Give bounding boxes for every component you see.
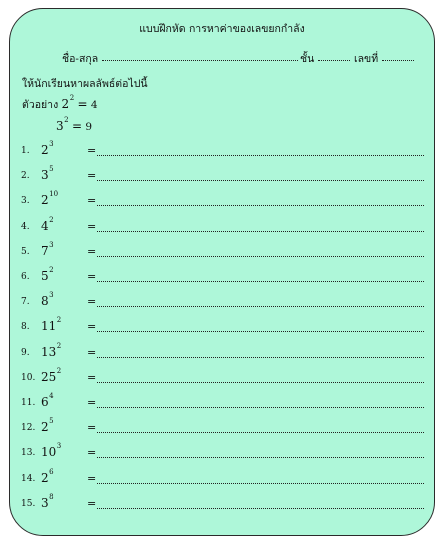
problem-exponent: 3 (49, 240, 54, 249)
example-line-2 (56, 116, 93, 133)
problem-expression (41, 291, 54, 309)
equals-sign: = (87, 169, 97, 183)
example-equals: = (71, 119, 83, 133)
problem-number: 15. (21, 498, 36, 509)
answer-line[interactable] (97, 231, 424, 232)
problem-base: 4 (41, 218, 49, 233)
problem-exponent: 2 (49, 215, 54, 224)
problem-row (10, 266, 436, 287)
problem-row (10, 140, 436, 161)
number-label: เลขที่ (354, 53, 379, 65)
problem-exponent: 6 (49, 467, 54, 476)
problem-base: 11 (41, 319, 57, 334)
problem-number: 14. (21, 473, 36, 484)
problem-base: 3 (41, 168, 49, 183)
problem-exponent: 5 (49, 417, 54, 426)
problem-exponent: 3 (56, 442, 62, 451)
problem-number: 11. (21, 398, 36, 408)
problem-exponent: 4 (49, 392, 54, 400)
class-field[interactable] (318, 50, 350, 61)
problem-expression (41, 442, 62, 460)
problem-row (10, 467, 436, 489)
equals-sign: = (87, 194, 97, 208)
problem-number: 4. (21, 221, 30, 232)
problem-row (10, 190, 436, 211)
problem-base: 13 (41, 344, 57, 359)
answer-line[interactable] (97, 180, 424, 181)
problem-row (10, 392, 436, 413)
problem-base: 2 (41, 470, 49, 485)
problem-expression (41, 492, 54, 510)
problem-base: 10 (41, 445, 57, 460)
answer-line[interactable] (97, 457, 424, 458)
answer-line[interactable] (97, 256, 424, 257)
problem-number: 7. (21, 297, 30, 308)
answer-line[interactable] (97, 357, 424, 358)
problem-expression (41, 190, 59, 208)
problem-exponent: 10 (49, 190, 59, 199)
problem-base: 7 (41, 243, 49, 258)
equals-sign: = (87, 345, 97, 359)
problem-number: 2. (21, 171, 30, 182)
problem-exponent: 8 (49, 492, 54, 501)
problem-expression (41, 165, 54, 183)
equals-sign: = (87, 295, 97, 309)
problem-exponent: 3 (49, 140, 54, 148)
problem-base: 6 (41, 395, 49, 409)
problem-expression (41, 316, 62, 334)
problem-row (10, 492, 436, 514)
problem-row (10, 215, 436, 237)
problem-exponent: 2 (49, 266, 54, 274)
problem-row (10, 240, 436, 262)
problem-row (10, 291, 436, 312)
problem-expression (41, 392, 54, 409)
worksheet (9, 8, 435, 536)
example-base: 3 (56, 119, 64, 133)
example-line-1 (22, 96, 98, 113)
problem-row (10, 316, 436, 337)
equals-sign: = (87, 219, 97, 233)
equals-sign: = (87, 244, 97, 258)
problem-row (10, 417, 436, 438)
problem-expression (41, 341, 62, 359)
equals-sign: = (87, 471, 97, 485)
example-exp: 2 (69, 94, 75, 102)
name-label: ชื่อ-สกุล (62, 53, 99, 65)
problem-base: 8 (41, 294, 49, 309)
answer-line[interactable] (97, 331, 424, 332)
answer-line[interactable] (97, 155, 424, 156)
problem-base: 25 (41, 369, 57, 384)
problem-expression (41, 215, 54, 233)
worksheet-title: แบบฝึกหัด การหาค่าของเลขยกกำลัง (139, 23, 305, 35)
problem-number: 13. (21, 448, 36, 459)
example-equals: = (77, 97, 88, 111)
problem-exponent: 3 (49, 291, 54, 300)
equals-sign: = (87, 270, 97, 283)
answer-line[interactable] (97, 306, 424, 307)
answer-line[interactable] (97, 382, 424, 383)
equals-sign: = (87, 320, 97, 334)
problem-number: 5. (21, 246, 30, 257)
problem-base: 5 (41, 269, 49, 283)
problem-expression (41, 266, 54, 283)
equals-sign: = (87, 421, 97, 435)
class-label: ชั้น (300, 53, 315, 65)
problem-number: 12. (21, 423, 36, 434)
equals-sign: = (87, 370, 97, 384)
student-info-row (62, 50, 422, 64)
number-field[interactable] (382, 50, 414, 61)
example-result: 4 (90, 99, 98, 111)
example-exp: 2 (64, 116, 69, 124)
example-result: 9 (85, 121, 93, 133)
problem-number: 1. (21, 146, 30, 156)
equals-sign: = (87, 446, 97, 460)
problem-number: 8. (21, 322, 30, 333)
problem-number: 3. (21, 196, 30, 207)
equals-sign: = (87, 396, 97, 409)
problem-expression (41, 140, 54, 157)
problem-number: 10. (21, 372, 36, 383)
equals-sign: = (87, 496, 97, 510)
answer-line[interactable] (97, 407, 424, 408)
instruction-text: ให้นักเรียนหาผลลัพธ์ต่อไปนี้ (22, 78, 148, 90)
problem-row (10, 341, 436, 363)
answer-line[interactable] (97, 508, 424, 509)
example-base: 2 (61, 97, 70, 111)
problem-row (10, 165, 436, 186)
problem-base: 2 (41, 420, 49, 435)
problem-row (10, 442, 436, 463)
problem-exponent: 5 (49, 165, 54, 174)
equals-sign: = (87, 144, 97, 157)
example-label: ตัวอย่าง (22, 99, 59, 111)
problem-exponent: 2 (56, 366, 62, 375)
name-field[interactable] (102, 50, 298, 61)
problem-expression (41, 240, 54, 258)
answer-line[interactable] (97, 432, 424, 433)
answer-line[interactable] (97, 205, 424, 206)
problem-base: 2 (41, 143, 49, 157)
problem-exponent: 2 (56, 341, 62, 350)
answer-line[interactable] (97, 483, 424, 484)
problem-number: 6. (21, 272, 30, 282)
problem-number: 9. (21, 347, 30, 358)
problem-row (10, 366, 436, 388)
problem-base: 2 (41, 193, 49, 208)
problem-expression (41, 417, 54, 435)
problem-base: 3 (41, 495, 49, 510)
problem-expression (41, 467, 54, 485)
problem-exponent: 2 (56, 316, 62, 325)
answer-line[interactable] (97, 281, 424, 282)
problem-expression (41, 366, 62, 384)
